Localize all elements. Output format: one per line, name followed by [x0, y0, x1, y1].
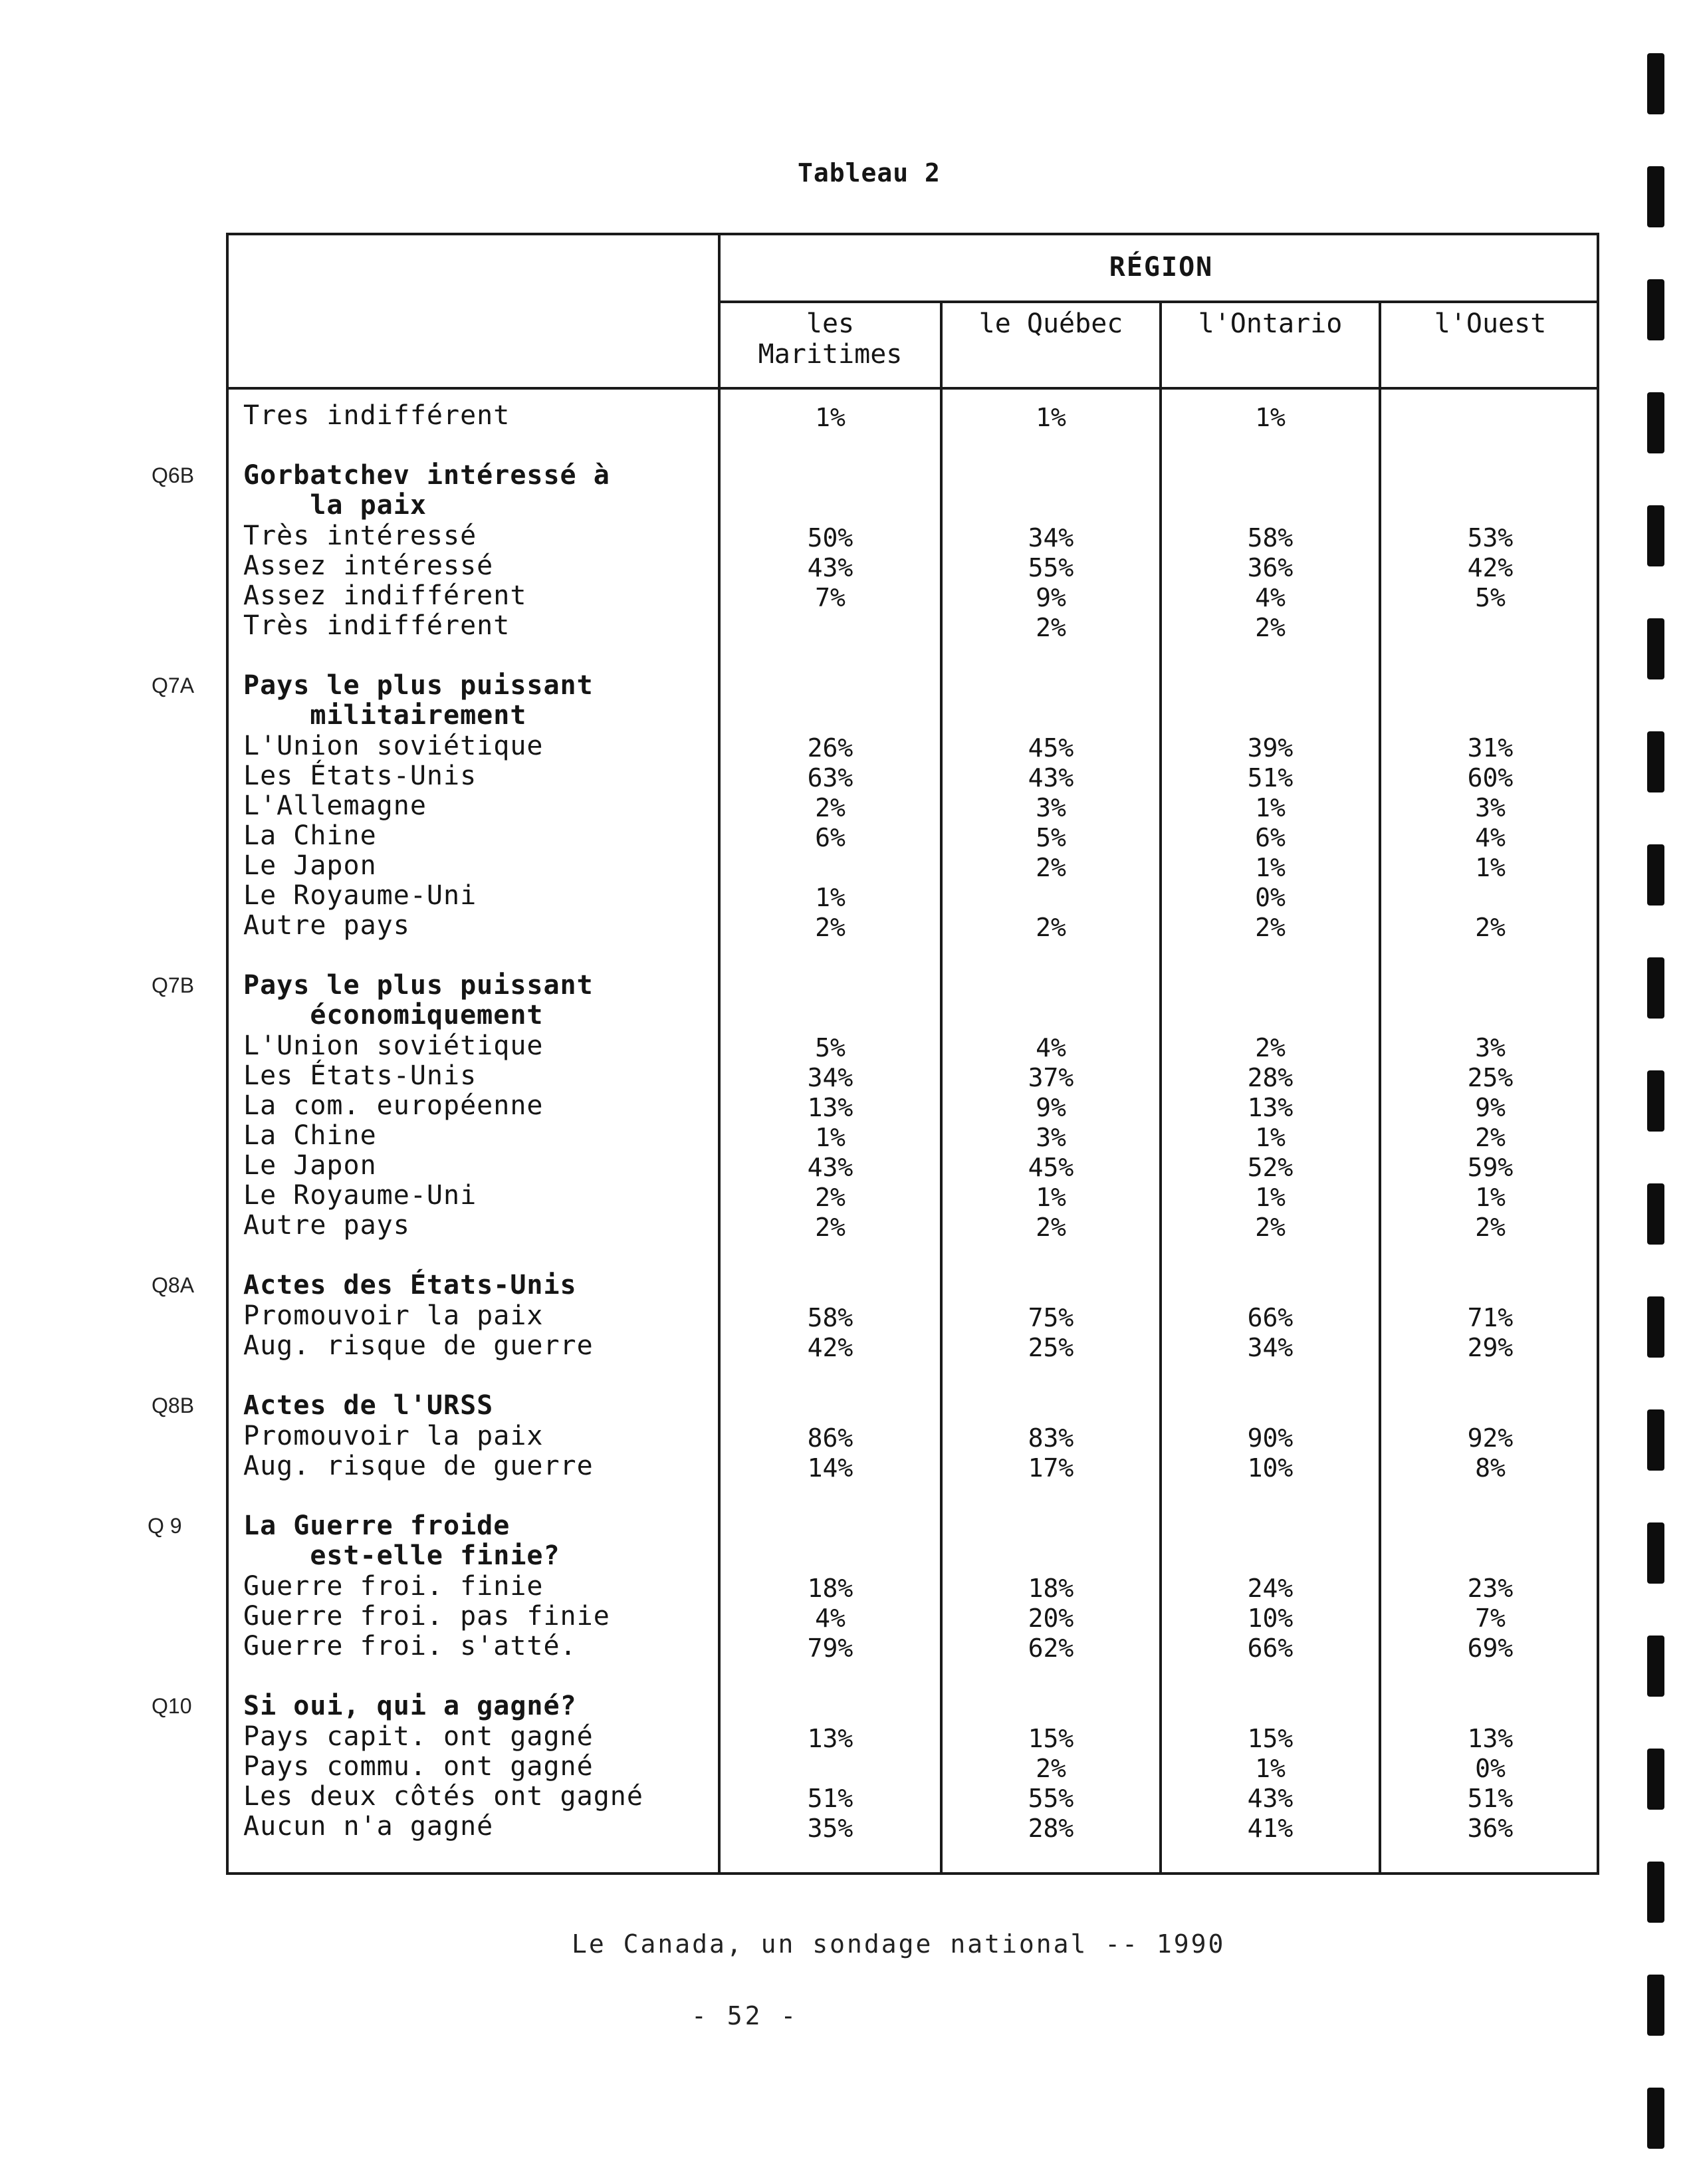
table-cell: 63% [807, 763, 853, 792]
table-cell: 10% [1247, 1604, 1294, 1633]
question-code: Q8A [152, 1273, 195, 1297]
row-label: Aucun n'a gagné [243, 1811, 494, 1842]
binding-hole [1647, 2088, 1664, 2149]
table-cell: 14% [807, 1453, 853, 1483]
column-header-quebec: le Québec [978, 308, 1123, 339]
table-cell: 1% [1475, 853, 1506, 882]
table-cell: 0% [1475, 1754, 1506, 1783]
table-cell: 10% [1247, 1453, 1294, 1483]
table-cell: 26% [807, 733, 853, 763]
row-label: La Chine [243, 820, 377, 851]
table-cell: 2% [815, 793, 846, 822]
binding-hole [1647, 53, 1664, 114]
section-heading: Actes des États-Unis [243, 1270, 577, 1300]
table-cell: 66% [1247, 1303, 1294, 1332]
table-cell: 2% [1255, 1033, 1286, 1062]
section-heading: La Guerre froide est-elle finie? [243, 1511, 560, 1571]
table-cell: 1% [1255, 1183, 1286, 1212]
binding-hole [1647, 957, 1664, 1019]
table-cell: 42% [1467, 553, 1514, 582]
table-cell: 25% [1467, 1063, 1514, 1092]
binding-hole [1647, 279, 1664, 340]
table-cell: 3% [1475, 1033, 1506, 1062]
table-cell: 59% [1467, 1153, 1514, 1182]
question-code: Q7A [152, 673, 195, 697]
binding-hole [1647, 392, 1664, 453]
table-cell: 34% [1247, 1333, 1294, 1362]
table-cell: 4% [1475, 823, 1506, 852]
column-header-ontario: l'Ontario [1198, 308, 1343, 339]
binding-hole [1647, 1975, 1664, 2036]
table-cell: 2% [1036, 853, 1066, 882]
binding-hole [1647, 1183, 1664, 1245]
table-cell: 79% [807, 1634, 853, 1663]
table-cell: 58% [1247, 523, 1294, 552]
table-cell: 50% [807, 523, 853, 552]
table-cell: 1% [1255, 1754, 1286, 1783]
table-cell: 8% [1475, 1453, 1506, 1483]
row-label: L'Allemagne [243, 790, 427, 821]
row-label: Le Royaume-Uni [243, 1180, 477, 1211]
table-cell: 1% [1475, 1183, 1506, 1212]
table-cell: 6% [1255, 823, 1286, 852]
table-cell: 51% [1467, 1784, 1514, 1813]
table-cell: 2% [1475, 913, 1506, 942]
table-cell: 0% [1255, 883, 1286, 912]
row-label: Autre pays [243, 910, 410, 941]
table-cell: 28% [1028, 1814, 1074, 1843]
table-cell: 17% [1028, 1453, 1074, 1483]
table-cell: 2% [1255, 913, 1286, 942]
binding-hole [1647, 731, 1664, 792]
table-cell: 1% [1255, 853, 1286, 882]
table-cell: 6% [815, 823, 846, 852]
table-cell: 45% [1028, 733, 1074, 763]
row-label: Aug. risque de guerre [243, 1330, 594, 1361]
row-label: La com. européenne [243, 1090, 544, 1121]
table-cell: 43% [807, 1153, 853, 1182]
table-cell: 9% [1036, 583, 1066, 612]
table-cell: 18% [1028, 1574, 1074, 1603]
table-cell: 2% [1036, 1213, 1066, 1242]
table-cell: 23% [1467, 1574, 1514, 1603]
table-cell: 34% [807, 1063, 853, 1092]
table-cell: 55% [1028, 1784, 1074, 1813]
table-cell: 86% [807, 1423, 853, 1453]
table-cell: 90% [1247, 1423, 1294, 1453]
table-cell: 2% [815, 1183, 846, 1212]
section-heading: Pays le plus puissant militairement [243, 670, 594, 731]
table-cell: 2% [1255, 613, 1286, 642]
table-cell: 3% [1036, 793, 1066, 822]
table-cell: 28% [1247, 1063, 1294, 1092]
section-heading: Pays le plus puissant économiquement [243, 970, 594, 1031]
section-heading: Si oui, qui a gagné? [243, 1691, 577, 1721]
binding-hole [1647, 166, 1664, 227]
data-table [226, 233, 1599, 1875]
table-cell: 2% [1036, 613, 1066, 642]
row-label: Les deux côtés ont gagné [243, 1781, 643, 1812]
table-cell: 2% [1036, 913, 1066, 942]
row-label: Promouvoir la paix [243, 1300, 544, 1331]
table-cell: 1% [815, 403, 846, 432]
table-cell: 13% [807, 1093, 853, 1122]
row-label: Très indifférent [243, 610, 510, 641]
table-cell: 37% [1028, 1063, 1074, 1092]
table-cell: 35% [807, 1814, 853, 1843]
binding-hole [1647, 505, 1664, 566]
table-cell: 45% [1028, 1153, 1074, 1182]
footer-caption: Le Canada, un sondage national -- 1990 [572, 1929, 1226, 1959]
table-cell: 43% [1028, 763, 1074, 792]
binding-hole [1647, 1749, 1664, 1810]
region-divider [718, 301, 1597, 303]
row-label: L'Union soviétique [243, 1031, 544, 1061]
row-label: La Chine [243, 1120, 377, 1151]
table-cell: 4% [1036, 1033, 1066, 1062]
table-cell: 13% [1467, 1724, 1514, 1753]
row-label: Très intéressé [243, 521, 477, 551]
section-heading: Actes de l'URSS [243, 1390, 494, 1421]
binding-hole [1647, 844, 1664, 906]
row-label: Le Japon [243, 1150, 377, 1181]
table-cell: 92% [1467, 1423, 1514, 1453]
table-title: Tableau 2 [798, 158, 941, 187]
table-cell: 83% [1028, 1423, 1074, 1453]
question-code: Q7B [152, 973, 195, 997]
row-label: Promouvoir la paix [243, 1421, 544, 1451]
binding-hole [1647, 1522, 1664, 1584]
column-header-ouest: l'Ouest [1434, 308, 1547, 339]
binding-hole [1647, 1862, 1664, 1923]
row-label: Les États-Unis [243, 1060, 477, 1091]
table-cell: 71% [1467, 1303, 1514, 1332]
table-cell: 60% [1467, 763, 1514, 792]
row-label: Guerre froi. s'atté. [243, 1631, 577, 1661]
question-code: Q 9 [148, 1514, 182, 1538]
table-cell: 36% [1247, 553, 1294, 582]
row-label: Pays commu. ont gagné [243, 1751, 594, 1782]
question-code: Q10 [152, 1694, 192, 1718]
table-cell: 15% [1247, 1724, 1294, 1753]
table-cell: 53% [1467, 523, 1514, 552]
table-cell: 25% [1028, 1333, 1074, 1362]
table-cell: 69% [1467, 1634, 1514, 1663]
binding-hole [1647, 1296, 1664, 1358]
table-cell: 62% [1028, 1634, 1074, 1663]
table-cell: 7% [1475, 1604, 1506, 1633]
table-cell: 2% [815, 913, 846, 942]
table-cell: 13% [807, 1724, 853, 1753]
table-cell: 31% [1467, 733, 1514, 763]
table-cell: 5% [1475, 583, 1506, 612]
table-cell: 18% [807, 1574, 853, 1603]
table-cell: 42% [807, 1333, 853, 1362]
table-cell: 3% [1475, 793, 1506, 822]
question-code: Q8B [152, 1394, 195, 1417]
table-cell: 5% [1036, 823, 1066, 852]
row-label: Autre pays [243, 1210, 410, 1241]
table-cell: 9% [1475, 1093, 1506, 1122]
row-label: Assez intéressé [243, 550, 494, 581]
table-cell: 1% [1255, 793, 1286, 822]
table-cell: 4% [815, 1604, 846, 1633]
table-cell: 1% [1036, 403, 1066, 432]
row-label: Le Royaume-Uni [243, 880, 477, 911]
binding-hole [1647, 1409, 1664, 1471]
table-cell: 36% [1467, 1814, 1514, 1843]
row-label: Le Japon [243, 850, 377, 881]
table-cell: 43% [807, 553, 853, 582]
table-cell: 1% [815, 883, 846, 912]
table-cell: 34% [1028, 523, 1074, 552]
row-label: L'Union soviétique [243, 731, 544, 761]
table-cell: 2% [1255, 1213, 1286, 1242]
table-cell: 43% [1247, 1784, 1294, 1813]
table-cell: 29% [1467, 1333, 1514, 1362]
table-cell: 24% [1247, 1574, 1294, 1603]
page-number: - 52 - [691, 2001, 799, 2030]
table-cell: 7% [815, 583, 846, 612]
binding-hole [1647, 1636, 1664, 1697]
binding-hole [1647, 618, 1664, 679]
table-cell: 2% [815, 1213, 846, 1242]
row-label: Assez indifférent [243, 580, 527, 611]
table-cell: 1% [815, 1123, 846, 1152]
table-cell: 58% [807, 1303, 853, 1332]
table-cell: 9% [1036, 1093, 1066, 1122]
table-cell: 3% [1036, 1123, 1066, 1152]
table-cell: 39% [1247, 733, 1294, 763]
table-cell: 20% [1028, 1604, 1074, 1633]
table-cell: 1% [1255, 403, 1286, 432]
table-cell: 2% [1036, 1754, 1066, 1783]
row-label: Tres indifférent [243, 400, 510, 431]
binding-hole [1647, 1070, 1664, 1132]
table-cell: 55% [1028, 553, 1074, 582]
table-cell: 1% [1255, 1123, 1286, 1152]
table-cell: 2% [1475, 1213, 1506, 1242]
table-cell: 52% [1247, 1153, 1294, 1182]
table-cell: 66% [1247, 1634, 1294, 1663]
column-header-maritimes: les Maritimes [758, 308, 903, 370]
table-cell: 15% [1028, 1724, 1074, 1753]
row-label: Guerre froi. finie [243, 1571, 544, 1602]
row-label: Les États-Unis [243, 761, 477, 791]
table-cell: 5% [815, 1033, 846, 1062]
question-code: Q6B [152, 463, 195, 487]
table-cell: 51% [1247, 763, 1294, 792]
table-cell: 41% [1247, 1814, 1294, 1843]
section-heading: Gorbatchev intéressé à la paix [243, 460, 610, 521]
table-cell: 2% [1475, 1123, 1506, 1152]
row-label: Guerre froi. pas finie [243, 1601, 610, 1632]
region-header: RÉGION [1109, 252, 1214, 283]
table-cell: 13% [1247, 1093, 1294, 1122]
table-cell: 4% [1255, 583, 1286, 612]
table-cell: 51% [807, 1784, 853, 1813]
row-label: Aug. risque de guerre [243, 1451, 594, 1481]
row-label: Pays capit. ont gagné [243, 1721, 594, 1752]
table-cell: 75% [1028, 1303, 1074, 1332]
table-cell: 1% [1036, 1183, 1066, 1212]
